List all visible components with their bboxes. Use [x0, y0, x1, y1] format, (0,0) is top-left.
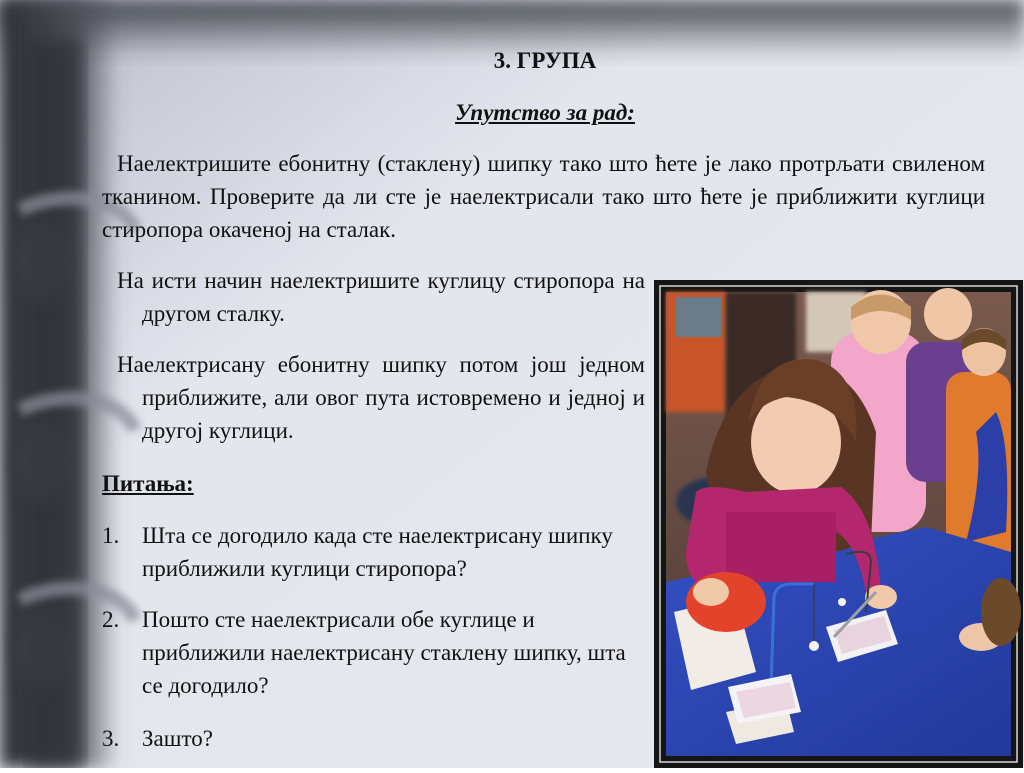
question-text: Зашто?	[142, 726, 213, 751]
instructions-heading: Упутство за рад:	[455, 100, 635, 125]
slide-title: 3. ГРУПА	[493, 48, 597, 73]
instructions-paragraph: Наелектришите ебонитну (стаклену) шипку тако што ћете је лако протрљати свиленом тканином. Проверите да ли сте је наелектрисали тако што ћете је приближити куглици стиропора окаченој на сталак.	[102, 151, 985, 242]
question-item	[102, 603, 645, 702]
question-number: 3.	[102, 726, 120, 751]
question-item	[102, 519, 645, 585]
question-text: Пошто сте наелектрисали обе куглице и приближили наелектрисану стаклену шипку, шта се догодило?	[142, 607, 626, 698]
question-number: 1.	[102, 523, 120, 548]
instruction-step: На исти начин наелектришите куглицу стиропора на другом сталку.	[117, 268, 645, 326]
question-item	[102, 722, 645, 755]
instruction-step: Наелектрисану ебонитну шипку потом још једном приближите, али овог пута истовремено и једној и другој куглици.	[117, 352, 645, 443]
question-number: 2.	[102, 607, 120, 632]
classroom-photo	[654, 280, 1023, 768]
questions-heading: Питања:	[102, 471, 194, 496]
question-text: Шта се догодило када сте наелектрисану шипку приближили куглици стиропора?	[142, 523, 613, 581]
